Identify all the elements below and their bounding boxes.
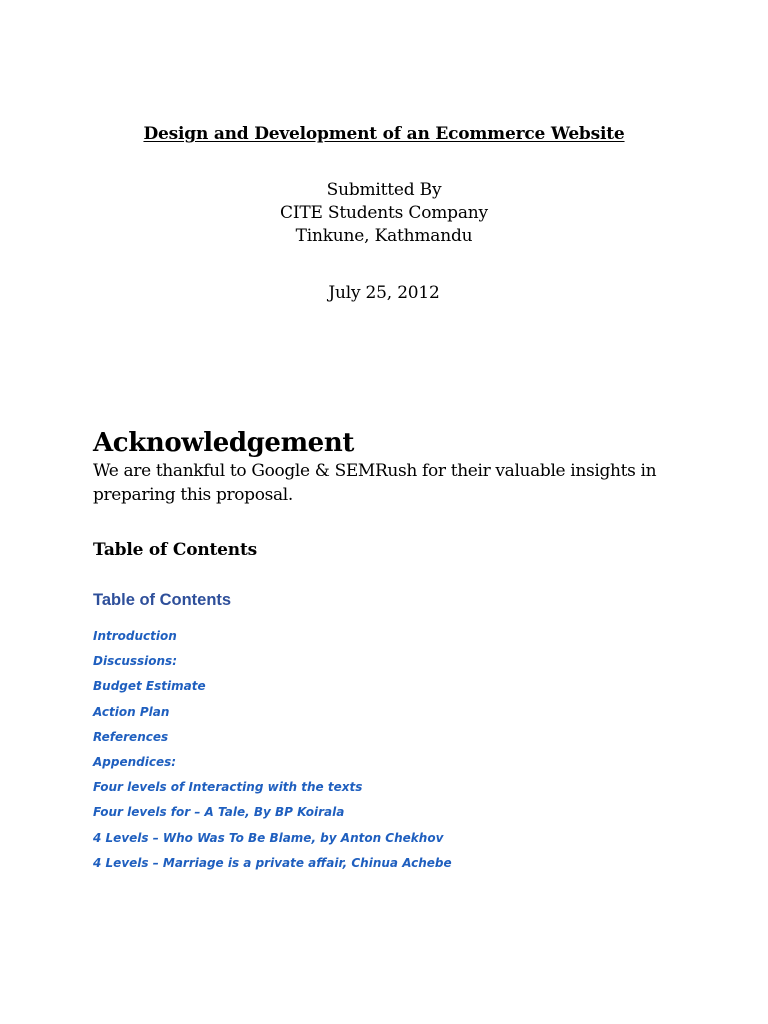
toc-section-heading: Table of Contents bbox=[93, 540, 257, 560]
toc-item-discussions[interactable]: Discussions: bbox=[93, 654, 177, 669]
toc-item-references[interactable]: References bbox=[93, 729, 169, 744]
company-location: Tinkune, Kathmandu bbox=[295, 226, 473, 246]
toc-item-four-levels-a-tale[interactable]: Four levels for – A Tale, By BP Koirala bbox=[93, 805, 345, 820]
acknowledgement-heading: Acknowledgement bbox=[93, 428, 354, 458]
toc-item-four-levels-texts[interactable]: Four levels of Interacting with the texts bbox=[93, 780, 363, 795]
document-title: Design and Development of an Ecommerce Website bbox=[143, 124, 625, 144]
submitted-by-label: Submitted By bbox=[326, 180, 442, 200]
toc-item-action-plan[interactable]: Action Plan bbox=[93, 704, 170, 719]
toc-item-four-levels-who-was-to-blame[interactable]: 4 Levels – Who Was To Be Blame, by Anton Chekhov bbox=[93, 830, 444, 845]
toc-field-heading: Table of Contents bbox=[93, 591, 232, 609]
submission-date: July 25, 2012 bbox=[328, 283, 440, 303]
toc-item-four-levels-marriage[interactable]: 4 Levels – Marriage is a private affair, Chinua Achebe bbox=[93, 855, 452, 870]
toc-item-introduction[interactable]: Introduction bbox=[93, 629, 177, 643]
toc-item-budget-estimate[interactable]: Budget Estimate bbox=[93, 679, 206, 694]
acknowledgement-text: We are thankful to Google & SEMRush for their valuable insights in preparing this proposal. bbox=[93, 461, 657, 505]
company-name: CITE Students Company bbox=[280, 203, 488, 223]
toc-list bbox=[93, 626, 452, 878]
toc-item-appendices[interactable]: Appendices: bbox=[93, 754, 177, 769]
